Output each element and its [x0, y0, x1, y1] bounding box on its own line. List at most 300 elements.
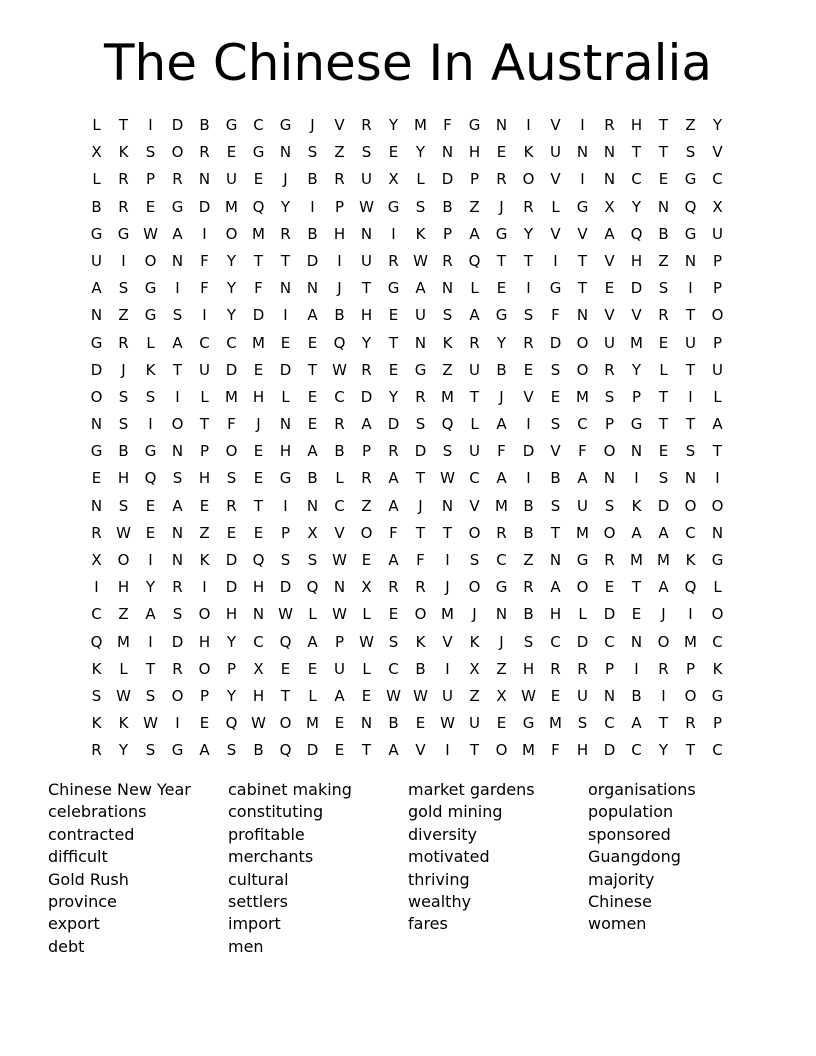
grid-letter: E [550, 686, 561, 705]
grid-letter: L [551, 197, 560, 216]
word-item: motivated [408, 847, 490, 867]
grid-letter: O [117, 551, 130, 569]
grid-letter: S [442, 306, 453, 325]
grid-letter: A [307, 306, 318, 325]
grid-letter: O [90, 387, 103, 406]
grid-letter: R [91, 741, 102, 760]
grid-letter: T [658, 387, 669, 406]
grid-letter: B [118, 442, 129, 461]
grid-letter: F [200, 279, 209, 298]
grid-letter: T [280, 686, 291, 705]
grid-letter: T [280, 251, 291, 270]
grid-letter: S [577, 714, 588, 733]
grid-letter: D [171, 632, 184, 651]
grid-letter: L [713, 578, 722, 597]
grid-letter: M [522, 741, 535, 760]
grid-letter: C [712, 170, 723, 189]
grid-letter: G [630, 415, 643, 434]
grid-letter: D [657, 496, 670, 515]
grid-letter: D [522, 442, 535, 461]
grid-letter: A [550, 578, 561, 597]
grid-letter: F [254, 279, 263, 298]
grid-letter: I [526, 279, 531, 298]
grid-letter: G [684, 224, 697, 243]
grid-letter: R [415, 387, 426, 406]
grid-letter: A [631, 523, 642, 542]
grid-letter: L [362, 659, 371, 678]
grid-letter: D [306, 741, 319, 760]
grid-letter: R [361, 360, 372, 379]
grid-letter: J [445, 578, 450, 597]
grid-letter: F [416, 551, 425, 569]
grid-letter: L [713, 387, 722, 406]
grid-letter: Z [361, 496, 372, 515]
word-item: Chinese [588, 892, 652, 912]
grid-letter: T [118, 116, 129, 134]
grid-letter: D [225, 578, 238, 597]
grid-letter: K [523, 143, 534, 162]
grid-letter: A [658, 578, 669, 597]
grid-letter: B [523, 496, 534, 515]
grid-letter: J [472, 605, 477, 624]
grid-letter: A [172, 496, 183, 515]
grid-letter: R [604, 551, 615, 569]
grid-letter: V [334, 116, 345, 134]
grid-letter: W [143, 224, 158, 243]
grid-letter: I [148, 415, 153, 434]
grid-letter: R [577, 659, 588, 678]
grid-letter: N [252, 605, 265, 624]
grid-letter: N [495, 116, 508, 134]
grid-letter: Y [388, 387, 399, 406]
grid-letter: I [526, 116, 531, 134]
grid-letter: A [388, 551, 399, 569]
grid-letter: A [496, 415, 507, 434]
grid-letter: R [118, 197, 129, 216]
grid-letter: B [307, 170, 318, 189]
grid-letter: I [202, 306, 207, 325]
grid-letter: O [414, 605, 427, 624]
grid-letter: E [253, 523, 264, 542]
grid-letter: C [496, 551, 507, 569]
word-item: women [588, 914, 647, 934]
grid-letter: J [499, 632, 504, 651]
grid-letter: X [496, 686, 507, 705]
word-column [408, 779, 588, 958]
grid-letter: B [334, 306, 345, 325]
grid-letter: G [495, 578, 508, 597]
grid-letter: K [199, 551, 210, 569]
grid-letter: A [658, 523, 669, 542]
grid-letter: B [496, 360, 507, 379]
grid-letter: I [634, 659, 639, 678]
grid-letter: P [442, 224, 453, 243]
grid-letter: H [117, 578, 130, 597]
grid-letter: Q [630, 224, 643, 243]
word-list [48, 779, 768, 958]
grid-letter: N [576, 143, 589, 162]
grid-letter: K [118, 714, 129, 733]
grid-letter: T [415, 523, 426, 542]
grid-letter: Q [279, 632, 292, 651]
grid-letter: P [712, 251, 723, 270]
grid-letter: K [712, 659, 723, 678]
grid-letter: G [495, 224, 508, 243]
grid-letter: C [577, 415, 588, 434]
grid-letter: O [198, 605, 211, 624]
grid-letter: R [199, 143, 210, 162]
grid-letter: O [603, 442, 616, 461]
grid-letter: D [252, 306, 265, 325]
grid-letter: V [550, 116, 561, 134]
grid-letter: Z [199, 523, 210, 542]
grid-letter: S [442, 442, 453, 461]
grid-letter: S [172, 605, 183, 624]
grid-letter: I [202, 224, 207, 243]
grid-letter: S [307, 143, 318, 162]
grid-letter: M [225, 387, 238, 406]
grid-letter: M [630, 551, 643, 569]
grid-letter: V [550, 224, 561, 243]
grid-letter: R [118, 170, 129, 189]
grid-letter: U [361, 170, 372, 189]
grid-letter: L [470, 415, 479, 434]
grid-letter: X [91, 143, 102, 162]
grid-letter: T [658, 116, 669, 134]
grid-letter: Q [252, 197, 265, 216]
grid-letter: Y [226, 686, 237, 705]
grid-letter: S [604, 387, 615, 406]
grid-letter: O [576, 578, 589, 597]
grid-letter: N [684, 469, 697, 488]
grid-letter: D [225, 551, 238, 569]
grid-letter: C [388, 659, 399, 678]
grid-letter: R [172, 170, 183, 189]
grid-letter: C [253, 116, 264, 134]
grid-letter: A [496, 469, 507, 488]
grid-letter: I [526, 469, 531, 488]
grid-letter: G [279, 469, 292, 488]
grid-letter: T [496, 251, 507, 270]
grid-letter: I [715, 469, 720, 488]
grid-letter: E [253, 360, 264, 379]
grid-letter: N [360, 714, 373, 733]
grid-letter: E [496, 714, 507, 733]
grid-letter: Q [684, 578, 697, 597]
grid-letter: L [92, 116, 101, 134]
grid-letter: X [604, 197, 615, 216]
grid-letter: L [119, 659, 128, 678]
grid-letter: T [685, 741, 696, 760]
grid-letter: K [415, 632, 426, 651]
grid-letter: I [661, 686, 666, 705]
grid-letter: N [576, 306, 589, 325]
grid-letter: A [91, 279, 102, 298]
grid-letter: Y [415, 143, 426, 162]
grid-letter: P [712, 333, 723, 352]
grid-letter: D [198, 197, 211, 216]
word-item: celebrations [48, 802, 147, 822]
grid-letter: N [171, 551, 184, 569]
grid-letter: C [226, 333, 237, 352]
grid-letter: I [445, 741, 450, 760]
grid-letter: A [145, 605, 156, 624]
grid-letter: O [225, 442, 238, 461]
grid-letter: R [361, 116, 372, 134]
grid-letter: E [496, 143, 507, 162]
grid-letter: U [469, 714, 480, 733]
grid-letter: G [576, 197, 589, 216]
grid-letter: L [335, 469, 344, 488]
grid-letter: D [630, 279, 643, 298]
word-item: import [228, 914, 281, 934]
grid-letter: S [226, 741, 237, 760]
grid-letter: N [333, 578, 346, 597]
grid-letter: O [468, 523, 481, 542]
grid-letter: B [307, 469, 318, 488]
grid-letter: B [253, 741, 264, 760]
grid-letter: T [469, 387, 480, 406]
grid-letter: F [551, 306, 560, 325]
grid-letter: H [198, 632, 211, 651]
grid-letter: N [603, 686, 616, 705]
grid-letter: E [307, 659, 318, 678]
grid-letter: M [576, 523, 589, 542]
grid-letter: W [332, 605, 347, 624]
grid-letter: M [495, 496, 508, 515]
grid-letter: W [332, 551, 347, 569]
grid-letter: V [550, 442, 561, 461]
grid-letter: I [688, 279, 693, 298]
grid-letter: N [603, 143, 616, 162]
word-item: majority [588, 869, 655, 889]
grid-letter: A [631, 714, 642, 733]
grid-letter: S [523, 632, 534, 651]
word-item: fares [408, 914, 448, 934]
grid-letter: U [334, 659, 345, 678]
grid-letter: E [388, 306, 399, 325]
grid-letter: Y [361, 333, 372, 352]
grid-letter: I [202, 578, 207, 597]
grid-letter: T [577, 279, 588, 298]
grid-letter: U [604, 333, 615, 352]
grid-letter: C [712, 741, 723, 760]
grid-letter: L [92, 170, 101, 189]
grid-letter: S [469, 551, 480, 569]
grid-letter: U [226, 170, 237, 189]
grid-letter: K [415, 224, 426, 243]
grid-letter: N [684, 251, 697, 270]
grid-letter: L [659, 360, 668, 379]
grid-letter: Z [442, 360, 453, 379]
grid-letter: H [333, 224, 346, 243]
grid-letter: F [551, 741, 560, 760]
grid-letter: R [469, 333, 480, 352]
grid-letter: H [279, 442, 292, 461]
grid-letter: J [499, 197, 504, 216]
grid-letter: V [469, 496, 480, 515]
grid-letter: T [469, 741, 480, 760]
grid-letter: S [550, 360, 561, 379]
grid-letter: T [361, 279, 372, 298]
letter-grid [83, 112, 731, 765]
grid-letter: V [631, 306, 642, 325]
grid-letter: A [577, 469, 588, 488]
word-item: contracted [48, 824, 135, 844]
grid-letter: T [658, 143, 669, 162]
grid-letter: H [468, 143, 481, 162]
grid-letter: S [172, 306, 183, 325]
grid-letter: G [117, 224, 130, 243]
grid-letter: U [199, 360, 210, 379]
grid-letter: I [94, 578, 99, 597]
grid-letter: T [523, 251, 534, 270]
grid-letter: N [414, 333, 427, 352]
grid-letter: I [175, 714, 180, 733]
grid-letter: N [441, 279, 454, 298]
grid-letter: B [658, 224, 669, 243]
grid-letter: Z [334, 143, 345, 162]
grid-letter: S [145, 741, 156, 760]
grid-letter: I [391, 224, 396, 243]
grid-letter: U [685, 333, 696, 352]
grid-letter: X [469, 659, 480, 678]
grid-letter: J [256, 415, 261, 434]
grid-letter: Q [90, 632, 103, 651]
grid-letter: G [468, 116, 481, 134]
grid-letter: D [171, 116, 184, 134]
grid-letter: E [658, 170, 669, 189]
grid-letter: L [308, 686, 317, 705]
grid-letter: E [307, 333, 318, 352]
grid-letter: W [413, 686, 428, 705]
grid-letter: Q [468, 251, 481, 270]
word-item: debt [48, 936, 85, 956]
grid-letter: K [91, 714, 102, 733]
word-column [228, 779, 408, 958]
grid-letter: R [685, 714, 696, 733]
grid-letter: N [603, 170, 616, 189]
grid-letter: G [279, 116, 292, 134]
grid-letter: X [307, 523, 318, 542]
grid-letter: T [631, 143, 642, 162]
grid-letter: N [279, 143, 292, 162]
grid-letter: R [658, 306, 669, 325]
grid-letter: E [253, 469, 264, 488]
grid-letter: E [145, 197, 156, 216]
grid-letter: O [711, 496, 724, 515]
grid-letter: T [361, 741, 372, 760]
grid-letter: T [631, 578, 642, 597]
grid-letter: Y [631, 360, 642, 379]
grid-letter: N [171, 251, 184, 270]
grid-letter: K [118, 143, 129, 162]
grid-letter: Q [684, 197, 697, 216]
grid-letter: H [117, 469, 130, 488]
grid-letter: B [334, 442, 345, 461]
grid-letter: Y [226, 306, 237, 325]
grid-letter: N [711, 523, 724, 542]
grid-letter: T [442, 523, 453, 542]
grid-letter: Q [441, 415, 454, 434]
grid-letter: L [578, 605, 587, 624]
grid-letter: T [253, 496, 264, 515]
grid-letter: B [307, 224, 318, 243]
grid-letter: H [630, 116, 643, 134]
grid-letter: S [91, 686, 102, 705]
grid-letter: S [685, 442, 696, 461]
grid-letter: T [685, 306, 696, 325]
grid-letter: R [442, 251, 453, 270]
grid-letter: E [361, 551, 372, 569]
grid-letter: N [630, 442, 643, 461]
grid-letter: U [577, 686, 588, 705]
grid-letter: M [441, 387, 454, 406]
grid-letter: G [576, 551, 589, 569]
grid-letter: D [279, 360, 292, 379]
grid-letter: F [497, 442, 506, 461]
grid-letter: C [334, 496, 345, 515]
grid-letter: E [550, 387, 561, 406]
grid-letter: S [604, 496, 615, 515]
grid-letter: J [661, 605, 666, 624]
grid-letter: Z [469, 197, 480, 216]
grid-letter: H [252, 387, 265, 406]
grid-letter: U [712, 360, 723, 379]
grid-letter: N [441, 496, 454, 515]
grid-letter: G [387, 279, 400, 298]
grid-letter: O [576, 333, 589, 352]
grid-letter: E [145, 523, 156, 542]
grid-letter: S [145, 387, 156, 406]
grid-letter: N [279, 279, 292, 298]
word-item: settlers [228, 892, 288, 912]
grid-letter: N [306, 496, 319, 515]
grid-letter: M [657, 551, 670, 569]
grid-letter: I [283, 496, 288, 515]
grid-letter: G [171, 197, 184, 216]
grid-letter: Y [523, 224, 534, 243]
grid-letter: R [280, 224, 291, 243]
grid-letter: L [146, 333, 155, 352]
grid-letter: G [549, 279, 562, 298]
grid-letter: G [90, 333, 103, 352]
grid-letter: M [630, 333, 643, 352]
grid-letter: A [388, 496, 399, 515]
grid-letter: Y [118, 741, 129, 760]
grid-letter: I [148, 116, 153, 134]
grid-letter: W [116, 523, 131, 542]
grid-letter: R [118, 333, 129, 352]
grid-letter: W [440, 714, 455, 733]
grid-letter: L [281, 387, 290, 406]
grid-letter: B [91, 197, 102, 216]
grid-letter: O [279, 714, 292, 733]
grid-letter: K [469, 632, 480, 651]
grid-letter: N [549, 551, 562, 569]
grid-letter: O [657, 632, 670, 651]
grid-letter: U [469, 442, 480, 461]
grid-letter: M [252, 224, 265, 243]
grid-letter: C [253, 632, 264, 651]
grid-letter: A [388, 741, 399, 760]
grid-letter: C [631, 741, 642, 760]
grid-letter: B [415, 659, 426, 678]
grid-letter: E [253, 170, 264, 189]
grid-letter: H [549, 605, 562, 624]
grid-letter: R [388, 578, 399, 597]
grid-letter: P [604, 659, 615, 678]
